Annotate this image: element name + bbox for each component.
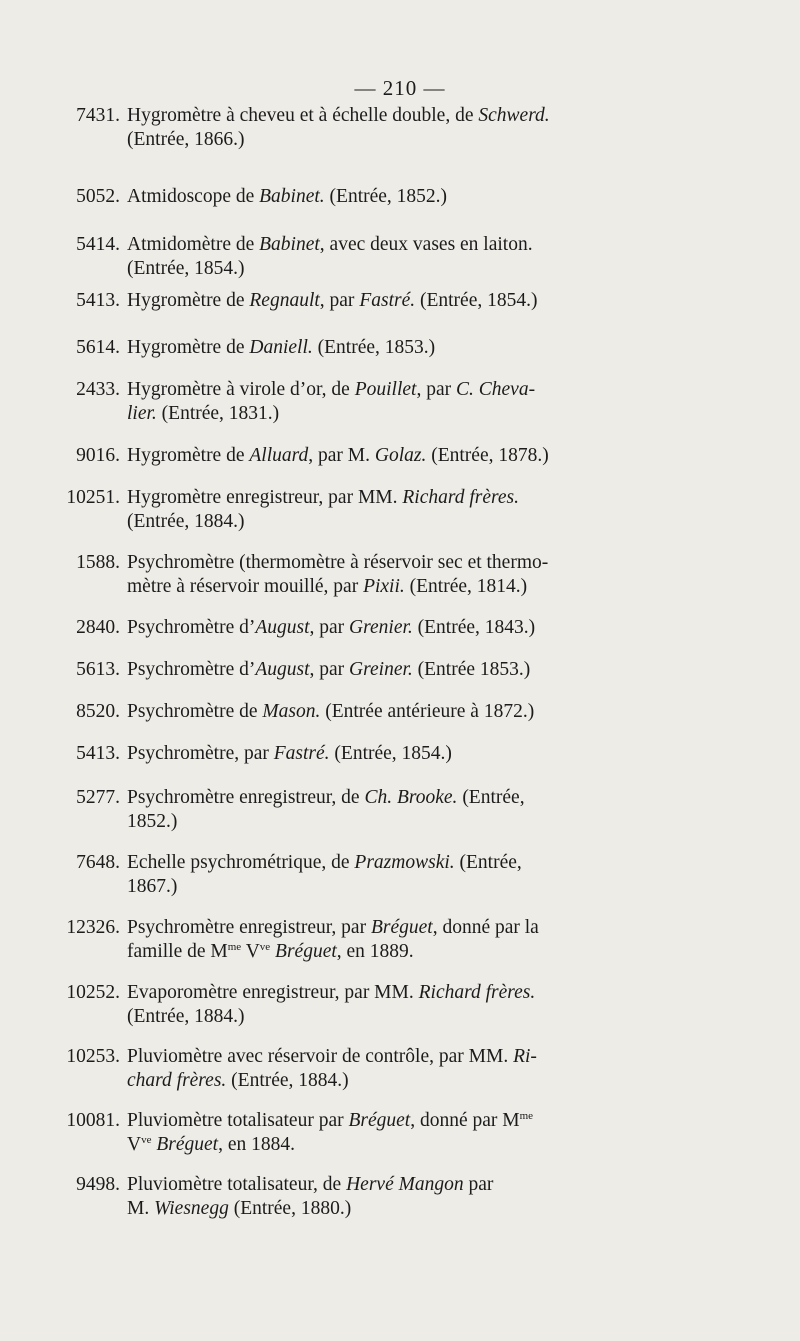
text-run: M.	[127, 1198, 155, 1219]
text-run: (Entrée 1853.)	[412, 659, 531, 680]
entry-description	[127, 233, 759, 281]
italic-name: Fastré.	[359, 290, 416, 311]
italic-name: Regnault	[249, 290, 320, 311]
italic-name: Grenier.	[349, 617, 413, 638]
entry-description	[127, 616, 759, 640]
superscript: me	[227, 941, 242, 953]
text-run: Hygromètre à virole d’or, de	[127, 379, 355, 400]
superscript: ve	[259, 941, 271, 953]
entry-line	[127, 1197, 759, 1221]
italic-name: Golaz.	[374, 445, 427, 466]
entry-number: 2433.	[76, 379, 120, 400]
italic-name: Prazmowski.	[354, 852, 455, 873]
text-run: , donné par la	[432, 917, 539, 938]
entry-description	[127, 916, 759, 964]
text-run: Hygromètre de	[127, 337, 250, 358]
entry-number: 10081.	[66, 1110, 120, 1131]
entry-line	[127, 810, 759, 834]
text-run: , en 1889.	[336, 941, 414, 962]
entry-number: 5414.	[76, 234, 120, 255]
text-run: (Entrée, 1884.)	[127, 511, 245, 532]
entry-number: 10252.	[66, 982, 120, 1003]
entry-description	[127, 185, 759, 209]
text-run: Atmidoscope de	[127, 186, 260, 207]
entry-description	[127, 378, 759, 426]
page-number: — 210 —	[354, 76, 446, 100]
italic-name: Ch. Brooke.	[364, 787, 458, 808]
entry-line	[127, 1133, 759, 1157]
text-run: Psychromètre de	[127, 701, 263, 722]
text-run: Hygromètre enregistreur, par MM.	[127, 487, 403, 508]
text-run: , par	[309, 617, 350, 638]
italic-name: Daniell.	[249, 337, 313, 358]
text-run: (Entrée, 1853.)	[312, 337, 436, 358]
entry-number: 1588.	[76, 552, 120, 573]
entry-line	[127, 940, 759, 964]
italic-name: lier.	[127, 403, 157, 424]
text-run: Psychromètre enregistreur, de	[127, 787, 365, 808]
entry-number: 5413.	[76, 743, 120, 764]
text-run: V	[127, 1134, 142, 1155]
entry-line	[127, 378, 759, 402]
entry-line	[127, 1005, 759, 1029]
entry-description	[127, 1173, 759, 1221]
entry-line	[127, 1173, 759, 1197]
entry-line	[127, 658, 759, 682]
entry-number: 2840.	[76, 617, 120, 638]
text-run: (Entrée antérieure à 1872.)	[320, 701, 535, 722]
italic-name: Richard frères.	[402, 487, 520, 508]
entry-line	[127, 575, 759, 599]
entry-line	[127, 551, 759, 575]
italic-name: C. Cheva-	[456, 379, 536, 400]
entry-line	[127, 742, 759, 766]
text-run: Psychromètre d’	[127, 659, 256, 680]
italic-name: Bréguet	[370, 917, 433, 938]
superscript: ve	[141, 1134, 152, 1146]
text-run: , par	[309, 659, 350, 680]
entry-line	[127, 289, 759, 313]
text-run: , en 1884.	[218, 1134, 295, 1155]
text-run: (Entrée, 1852.)	[324, 186, 448, 207]
entry-description	[127, 336, 759, 360]
text-run: Hygromètre de	[127, 445, 250, 466]
text-run: (Entrée, 1814.)	[404, 576, 528, 597]
entry-description	[127, 1109, 759, 1157]
text-run: , par	[319, 290, 360, 311]
text-run: (Entrée, 1854.)	[415, 290, 538, 311]
entry-number: 12326.	[66, 917, 120, 938]
text-run: Hygromètre à cheveu et à échelle double, de	[127, 105, 479, 126]
italic-name: chard frères.	[127, 1070, 227, 1091]
italic-name: Bréguet	[156, 1134, 219, 1155]
text-run: (Entrée, 1884.)	[127, 1006, 245, 1027]
entry-line	[127, 1109, 759, 1133]
text-run: mètre à réservoir mouillé, par	[127, 576, 364, 597]
entry-description	[127, 104, 759, 152]
entry-number: 10253.	[66, 1046, 120, 1067]
entry-line	[127, 786, 759, 810]
text-run: 1852.)	[127, 811, 178, 832]
entry-line	[127, 851, 759, 875]
italic-name: Alluard	[249, 445, 309, 466]
entry-description	[127, 658, 759, 682]
text-run: , par	[416, 379, 456, 400]
entry-description	[127, 551, 759, 599]
text-run: , avec deux vases en laiton.	[319, 234, 533, 255]
text-run: Atmidomètre de	[127, 234, 260, 255]
entry-line	[127, 402, 759, 426]
text-run: Psychromètre enregistreur, par	[127, 917, 371, 938]
text-run: Pluviomètre avec réservoir de contrôle, par MM.	[127, 1046, 514, 1067]
italic-name: Greiner.	[349, 659, 413, 680]
superscript: me	[519, 1110, 534, 1122]
italic-name: Wiesnegg	[154, 1198, 229, 1219]
entry-line	[127, 510, 759, 534]
entry-description	[127, 786, 759, 834]
entry-line	[127, 916, 759, 940]
text-run: Echelle psychrométrique, de	[127, 852, 355, 873]
text-run: (Entrée, 1880.)	[228, 1198, 352, 1219]
entry-line	[127, 444, 759, 468]
text-run: famille de M	[127, 941, 228, 962]
entry-line	[127, 486, 759, 510]
text-run: , par M.	[308, 445, 375, 466]
text-run: Evaporomètre enregistreur, par MM.	[127, 982, 419, 1003]
entry-description	[127, 742, 759, 766]
entry-number: 10251.	[66, 487, 120, 508]
text-run: (Entrée,	[457, 787, 525, 808]
entry-number: 7431.	[76, 105, 120, 126]
text-run: (Entrée, 1831.)	[156, 403, 280, 424]
italic-name: Bréguet	[348, 1110, 411, 1131]
entry-number: 7648.	[76, 852, 120, 873]
entry-description	[127, 444, 759, 468]
text-run: Hygromètre de	[127, 290, 250, 311]
text-run: (Entrée, 1866.)	[127, 129, 245, 150]
entry-description	[127, 700, 759, 724]
italic-name: Ri-	[513, 1046, 537, 1067]
entry-line	[127, 104, 759, 128]
text-run: (Entrée, 1843.)	[412, 617, 536, 638]
text-run: Pluviomètre totalisateur par	[127, 1110, 349, 1131]
entry-line	[127, 128, 759, 152]
italic-name: Pixii.	[363, 576, 405, 597]
entry-number: 9016.	[76, 445, 120, 466]
entry-line	[127, 616, 759, 640]
text-run: , donné par M	[410, 1110, 520, 1131]
italic-name: Mason.	[262, 701, 321, 722]
text-run: Pluviomètre totalisateur, de	[127, 1174, 347, 1195]
entry-description	[127, 981, 759, 1029]
text-run: (Entrée, 1884.)	[226, 1070, 349, 1091]
entry-line	[127, 1045, 759, 1069]
text-run: Psychromètre, par	[127, 743, 274, 764]
italic-name: Schwerd.	[478, 105, 550, 126]
text-run: (Entrée, 1854.)	[127, 258, 245, 279]
italic-name: August	[255, 659, 310, 680]
italic-name: Pouillet	[354, 379, 417, 400]
entry-line	[127, 233, 759, 257]
entry-number: 5614.	[76, 337, 120, 358]
entry-line	[127, 185, 759, 209]
text-run: (Entrée, 1854.)	[329, 743, 452, 764]
italic-name: Hervé Mangon	[346, 1174, 464, 1195]
entry-line	[127, 981, 759, 1005]
entry-number: 5613.	[76, 659, 120, 680]
entry-number: 5052.	[76, 186, 120, 207]
text-run: V	[241, 941, 260, 962]
italic-name: Bréguet	[275, 941, 337, 962]
italic-name: Babinet.	[259, 186, 325, 207]
entry-number: 9498.	[76, 1174, 120, 1195]
text-run: 1867.)	[127, 876, 178, 897]
entry-line	[127, 875, 759, 899]
entry-line	[127, 336, 759, 360]
text-run: Psychromètre d’	[127, 617, 256, 638]
entry-description	[127, 289, 759, 313]
text-run: par	[463, 1174, 494, 1195]
entry-line	[127, 257, 759, 281]
italic-name: Fastré.	[273, 743, 330, 764]
text-run: Psychromètre (thermomètre à réservoir sec et thermo-	[127, 552, 549, 573]
entry-description	[127, 486, 759, 534]
italic-name: Babinet	[259, 234, 320, 255]
entry-description	[127, 1045, 759, 1093]
text-run: (Entrée,	[454, 852, 522, 873]
entry-number: 5277.	[76, 787, 120, 808]
text-run: (Entrée, 1878.)	[426, 445, 549, 466]
italic-name: August	[255, 617, 310, 638]
entry-line	[127, 700, 759, 724]
entry-number: 8520.	[76, 701, 120, 722]
entry-number: 5413.	[76, 290, 120, 311]
entry-line	[127, 1069, 759, 1093]
entry-description	[127, 851, 759, 899]
italic-name: Richard frères.	[418, 982, 536, 1003]
